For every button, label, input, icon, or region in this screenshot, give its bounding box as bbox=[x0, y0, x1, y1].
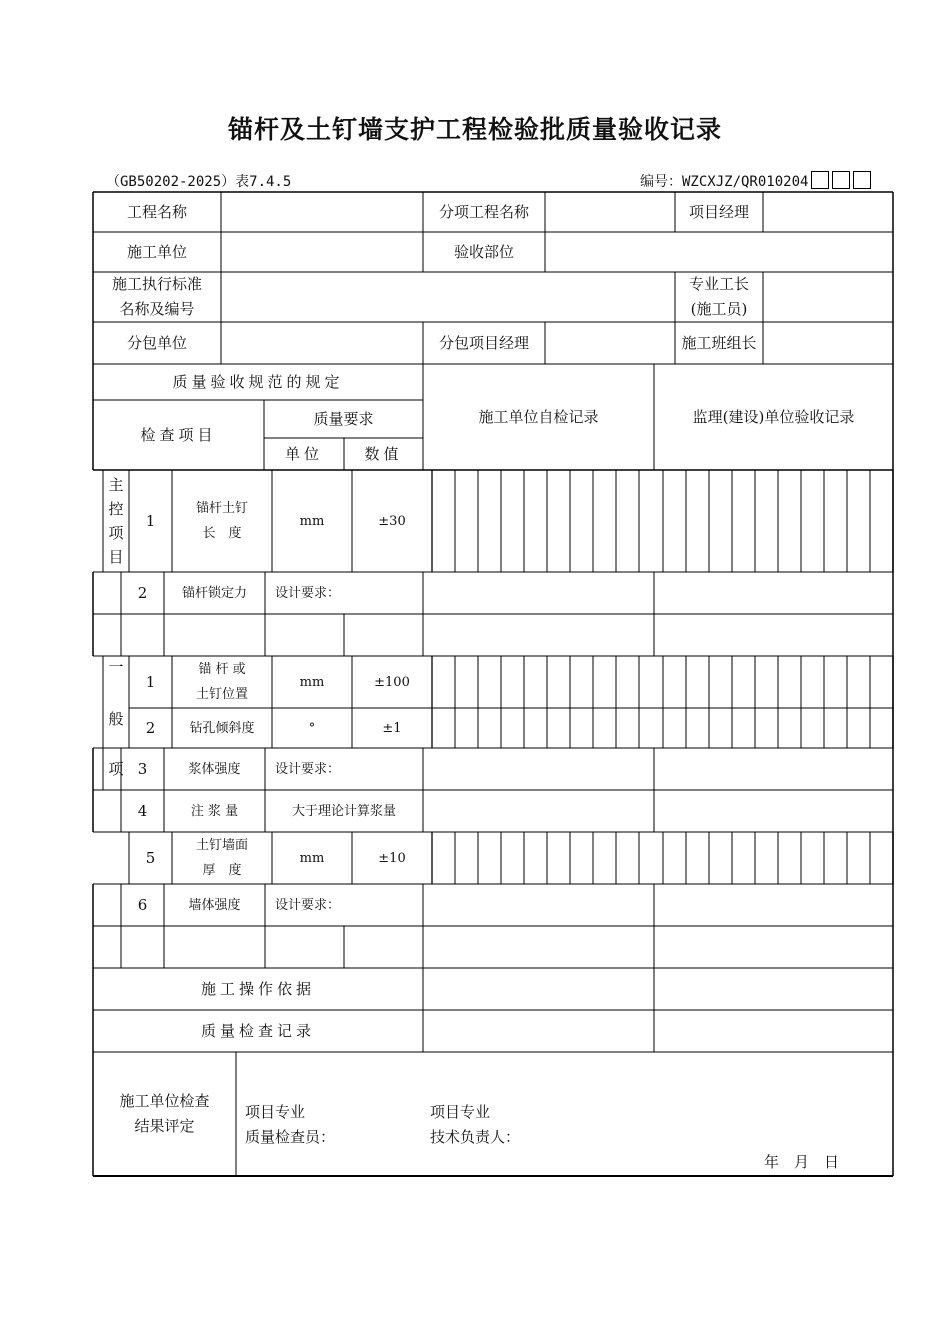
item-g5-unit: mm bbox=[299, 850, 325, 866]
team-leader-field[interactable] bbox=[763, 322, 893, 364]
project-name-label: 工程名称 bbox=[126, 202, 187, 221]
spec-rules-heading: 质量验收规范的规定 bbox=[172, 372, 344, 391]
item-g6-requirement: 设计要求： bbox=[275, 897, 341, 913]
item-m2-requirement: 设计要求： bbox=[275, 585, 341, 601]
general-group-char-3: 项 bbox=[108, 759, 124, 778]
standard-name-field[interactable] bbox=[221, 272, 675, 322]
tech-lead-signature-label: 项目专业 技术负责人： bbox=[430, 1103, 521, 1146]
project-manager-field[interactable] bbox=[763, 192, 893, 232]
item-g2-name: 钻孔倾斜度 bbox=[189, 720, 255, 736]
acceptance-part-field[interactable] bbox=[545, 232, 893, 272]
item-g2-unit: ° bbox=[308, 720, 316, 736]
subcontract-manager-field[interactable] bbox=[545, 322, 675, 364]
sub-project-name-field[interactable] bbox=[545, 192, 675, 232]
subcontract-unit-label: 分包单位 bbox=[126, 333, 187, 352]
item-g4-no: 4 bbox=[137, 801, 148, 820]
unit-heading: 单位 bbox=[284, 444, 323, 463]
item-g5-no: 5 bbox=[145, 848, 156, 867]
quality-req-heading: 质量要求 bbox=[313, 409, 374, 428]
standard-reference: （GB50202-2025）表7.4.5 bbox=[106, 174, 292, 190]
supervision-heading: 监理(建设)单位验收记录 bbox=[692, 407, 855, 426]
sub-project-name-label: 分项工程名称 bbox=[438, 202, 529, 221]
construction-unit-label: 施工单位 bbox=[126, 242, 187, 261]
item-g1-name: 锚 杆 或 土钉位置 bbox=[195, 662, 248, 702]
item-m1-value: ±30 bbox=[378, 513, 406, 529]
standard-name-label: 施工执行标准 名称及编号 bbox=[111, 275, 202, 318]
foreman-label: 专业工长 (施工员) bbox=[688, 275, 749, 318]
item-g1-unit: mm bbox=[299, 674, 325, 690]
inspector-signature-label: 项目专业 质量检查员： bbox=[245, 1103, 336, 1146]
item-g6-name: 墙体强度 bbox=[188, 897, 241, 913]
item-m2-no: 2 bbox=[137, 583, 148, 602]
quality-record-field[interactable] bbox=[423, 1010, 893, 1052]
subcontract-unit-field[interactable] bbox=[221, 322, 423, 364]
item-g2-value: ±1 bbox=[382, 720, 402, 736]
general-group-char-1: 一 bbox=[108, 657, 124, 676]
item-g5-value: ±10 bbox=[378, 850, 406, 866]
project-name-field[interactable] bbox=[221, 192, 423, 232]
item-g6-no: 6 bbox=[137, 895, 148, 914]
project-manager-label: 项目经理 bbox=[688, 202, 749, 221]
page-title: 锚杆及土钉墙支护工程检验批质量验收记录 bbox=[227, 115, 722, 144]
form-code-text: 编号：WZCXJZ/QR010204 bbox=[640, 174, 809, 190]
item-m1-name: 锚杆土钉 长 度 bbox=[195, 501, 248, 541]
item-g1-value: ±100 bbox=[374, 674, 410, 690]
check-item-heading: 检查项目 bbox=[140, 425, 217, 444]
general-group-char-2: 般 bbox=[108, 709, 124, 728]
acceptance-part-label: 验收部位 bbox=[453, 242, 514, 261]
item-g4-requirement: 大于理论计算浆量 bbox=[291, 803, 396, 819]
item-m1-no: 1 bbox=[145, 511, 156, 530]
evaluation-date: 年 月 日 bbox=[764, 1153, 840, 1171]
item-g1-no: 1 bbox=[145, 672, 156, 691]
foreman-field[interactable] bbox=[763, 272, 893, 322]
item-m2-name: 锚杆锁定力 bbox=[181, 585, 247, 601]
evaluation-label: 施工单位检查 结果评定 bbox=[119, 1092, 210, 1135]
item-g5-name: 土钉墙面 厚 度 bbox=[195, 838, 248, 878]
operation-basis-field[interactable] bbox=[423, 968, 893, 1010]
item-g3-name: 浆体强度 bbox=[188, 761, 241, 777]
team-leader-label: 施工班组长 bbox=[681, 333, 757, 352]
item-m1-unit: mm bbox=[299, 513, 325, 529]
subcontract-manager-label: 分包项目经理 bbox=[438, 333, 529, 352]
item-g2-no: 2 bbox=[145, 718, 156, 737]
value-heading: 数值 bbox=[364, 444, 403, 463]
item-g4-name: 注 浆 量 bbox=[190, 803, 239, 819]
quality-record-label: 质量检查记录 bbox=[200, 1021, 315, 1040]
item-g3-requirement: 设计要求： bbox=[275, 761, 341, 777]
operation-basis-label: 施工操作依据 bbox=[200, 979, 315, 998]
construction-unit-field[interactable] bbox=[221, 232, 423, 272]
self-check-heading: 施工单位自检记录 bbox=[478, 407, 599, 426]
main-control-group-label: 主 控 项 目 bbox=[108, 476, 124, 566]
item-g3-no: 3 bbox=[137, 759, 148, 778]
